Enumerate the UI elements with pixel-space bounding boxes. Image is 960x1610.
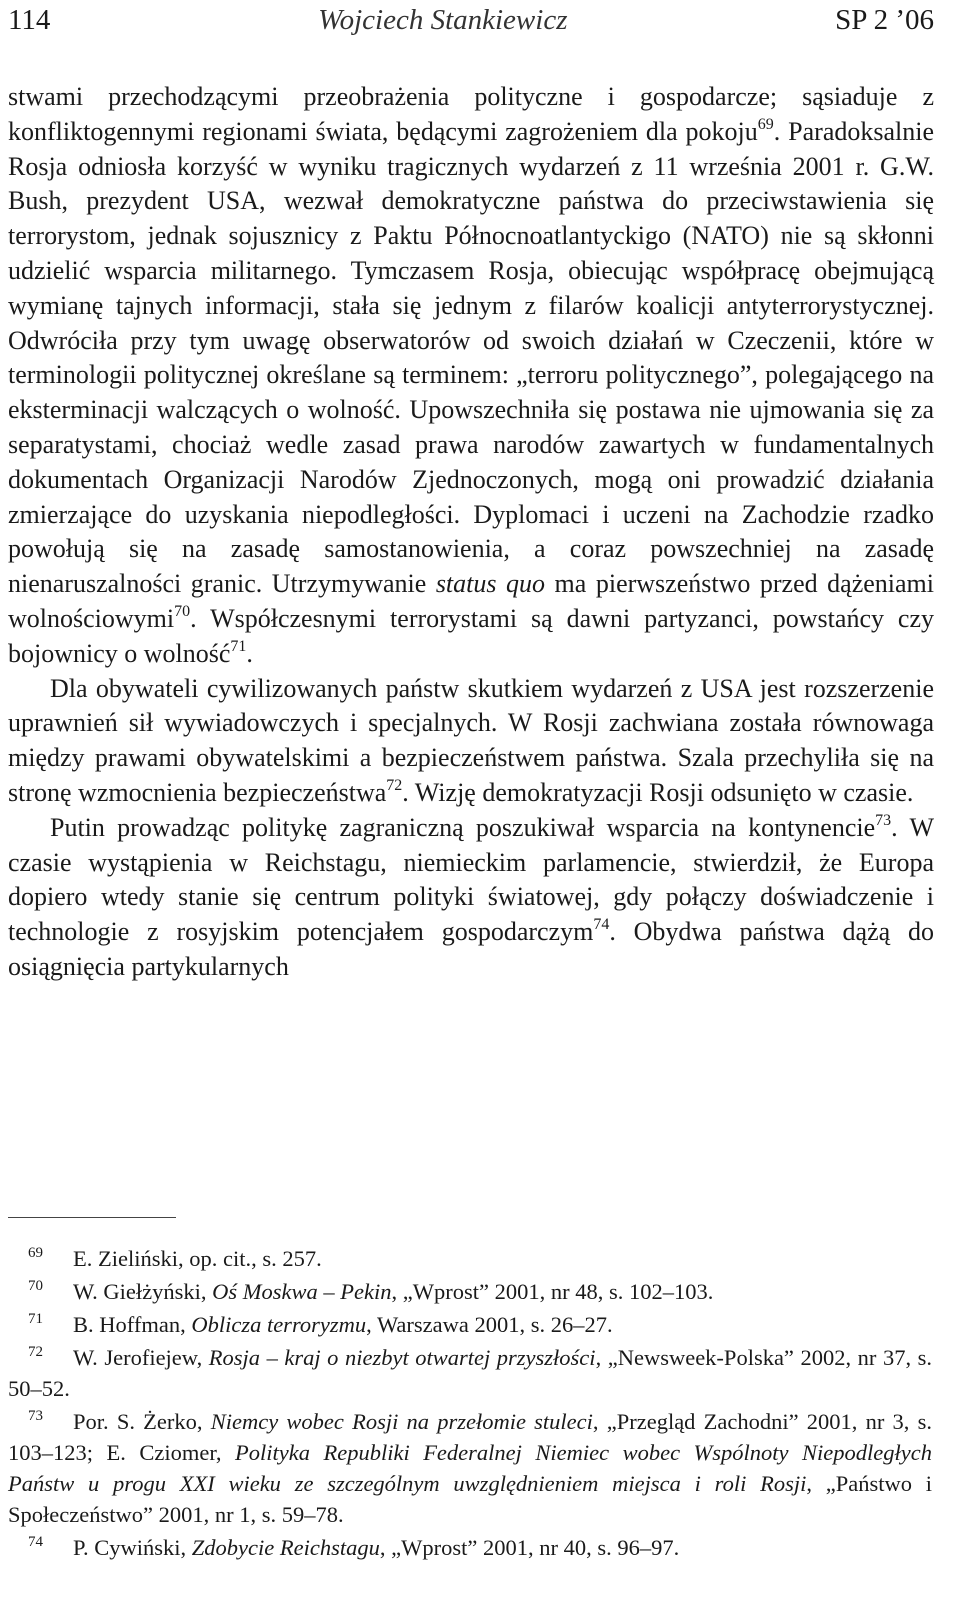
footnote-ref: 70	[174, 602, 191, 620]
footnote-text: , „Wprost” 2001, nr 48, s. 102–103.	[391, 1279, 714, 1304]
footnote-title: Oś Moskwa – Pekin	[212, 1279, 392, 1304]
footnote-text: Por. S. Żerko,	[73, 1409, 211, 1434]
footnote: 73 Por. S. Żerko, Niemcy wobec Rosji na przełomie stuleci, „Przegląd Zachodni” 2001, nr 3, s. 103–123; E. Cziomer, Polityka Republiki Federalnej Niemiec wobec Wspólnoty Niepodległych Państw u progu XXI wieku ze szczególnym uwzględnieniem miejsca i roli Rosji, „Państwo i Społeczeństwo” 2001, nr 1, s. 59–78.	[8, 1408, 932, 1527]
running-header	[8, 4, 934, 44]
text-run: Dla obywateli cywilizowanych państw skutkiem wydarzeń z USA jest rozszerzenie uprawnień sił wywiadowczych i specjalnych. W Rosji zachwiana została równowaga między prawami obywatelskimi a bezpieczeństwem państwa. Szala przechyliła się na stronę wzmocnienia bezpieczeństwa	[8, 673, 934, 807]
footnote-text: P. Cywiński,	[73, 1535, 192, 1560]
text-run: stwami przechodzącymi przeobrażenia polityczne i gospodarcze; sąsiaduje z konfliktogennymi regionami świata, będącymi zagrożeniem dla pokoju	[8, 82, 934, 146]
footnote: 70 W. Giełżyński, Oś Moskwa – Pekin, „Wprost” 2001, nr 48, s. 102–103.	[28, 1278, 714, 1304]
running-author: Wojciech Stankiewicz	[318, 4, 568, 36]
footnote-ref: 74	[593, 916, 610, 934]
footnote-title: Polityka Republiki Federalnej Niemiec wobec Wspólnoty Niepodległych Państw u progu XXI wieku ze szczególnym uwzględnieniem miejsca i roli Rosji	[8, 1440, 932, 1496]
text-run: Putin prowadząc politykę zagraniczną poszukiwał wsparcia na kontynencie	[50, 812, 876, 842]
footnote-text: W. Giełżyński,	[73, 1279, 213, 1304]
footnote-ref: 69	[757, 115, 774, 133]
paragraph	[8, 80, 934, 672]
footnote-text: , „Wprost” 2001, nr 40, s. 96–97.	[379, 1535, 680, 1560]
text-run: . W czasie wystąpienia w Reichstagu, niemieckim parlamencie, stwierdził, że Europa dopiero wtedy stanie się centrum polityki światowej, gdy połączy doświadczenie i technologie z rosyjskim potencjałem gospodarczym	[8, 812, 934, 947]
journal-issue: SP 2 ’06	[835, 4, 934, 36]
page-number: 114	[8, 4, 51, 36]
text-run: . Obydwa państwa dążą do osiągnięcia partykularnych	[8, 917, 934, 981]
footnote: 72 W. Jerofiejew, Rosja – kraj o niezbyt otwartej przyszłości, „Newsweek-Polska” 2002, nr 37, s. 50–52.	[8, 1344, 932, 1401]
paragraph	[8, 811, 934, 985]
footnote-title: Oblicza terroryzmu	[191, 1312, 367, 1337]
footnote-title: Rosja – kraj o niezbyt otwartej przyszłości	[208, 1345, 596, 1370]
footnote-text: W. Jerofiejew,	[73, 1345, 209, 1370]
footnote-title: Zdobycie Reichstagu	[191, 1535, 380, 1560]
main-text	[8, 80, 934, 985]
text-run: . Współczesnymi terrorystami są dawni partyzanci, powstańcy czy bojownicy o wolność	[8, 603, 934, 668]
footnote-text: B. Hoffman,	[73, 1312, 192, 1337]
text-run: .	[246, 638, 253, 668]
footnote-ref: 73	[875, 811, 892, 829]
text-run: ma pierwszeństwo przed dążeniami wolnościowymi	[8, 569, 934, 633]
footnote-text: , „Państwo i Społeczeństwo” 2001, nr 1, s. 59–78.	[8, 1471, 932, 1527]
footnote: 69 E. Zieliński, op. cit., s. 257.	[28, 1245, 322, 1271]
footnote-title: Niemcy wobec Rosji na przełomie stuleci	[210, 1409, 593, 1434]
italic-phrase: status quo	[435, 569, 546, 599]
footnote: 74 P. Cywiński, Zdobycie Reichstagu, „Wprost” 2001, nr 40, s. 96–97.	[28, 1534, 680, 1560]
paragraph	[8, 672, 934, 811]
footnote-text: , „Przegląd Zachodni” 2001, nr 3, s. 103–123; E. Cziomer,	[8, 1409, 932, 1465]
footnote-ref: 72	[386, 776, 403, 794]
text-run: . Paradoksalnie Rosja odniosła korzyść w wyniku tragicznych wydarzeń z 11 września 2001 r. G.W. Bush, prezydent USA, wezwał demokratyczne państwa do przeciwstawienia się terrorystom, jednak sojusznicy z Paktu Północnoatlantyckigo (NATO) nie są skłonni udzielić wsparcia militarnego. Tymczasem Rosja, obiecując współpracę obejmującą wymianę tajnych informacji, stała się jednym z filarów koalicji antyterrorystycznej. Odwróciła przy tym uwagę obserwatorów od swoich działań w Czeczenii, które w terminologii politycznej określane są terminem: „terroru politycznego”, polegającego na eksterminacji walczących o wolność. Upowszechniła się postawa nie ujmowania się za separatystami, chociaż wedle zasad prawa narodów zawartych w fundamentalnych dokumentach Organizacji Narodów Zjednoczonych, mogą oni prowadzić działania zmierzające do uzyskania niepodległości. Dyplomaci i uczeni na Zachodzie rzadko powołują się na zasadę samostanowienia, a coraz powszechniej na zasadę nienaruszalności granic. Utrzymywanie	[8, 116, 935, 599]
footnote: 71 B. Hoffman, Oblicza terroryzmu, Warszawa 2001, s. 26–27.	[28, 1311, 613, 1337]
footnote-text: , Warszawa 2001, s. 26–27.	[366, 1312, 613, 1337]
footnote-text: , „Newsweek-Polska” 2002, nr 37, s. 50–52.	[8, 1345, 932, 1401]
footnote-separator	[8, 1217, 176, 1218]
text-run: . Wizję demokratyzacji Rosji odsunięto w czasie.	[402, 777, 914, 807]
footnotes	[8, 1243, 932, 1565]
footnote-ref: 71	[230, 637, 247, 655]
footnote-text: E. Zieliński, op. cit., s. 257.	[73, 1246, 322, 1271]
